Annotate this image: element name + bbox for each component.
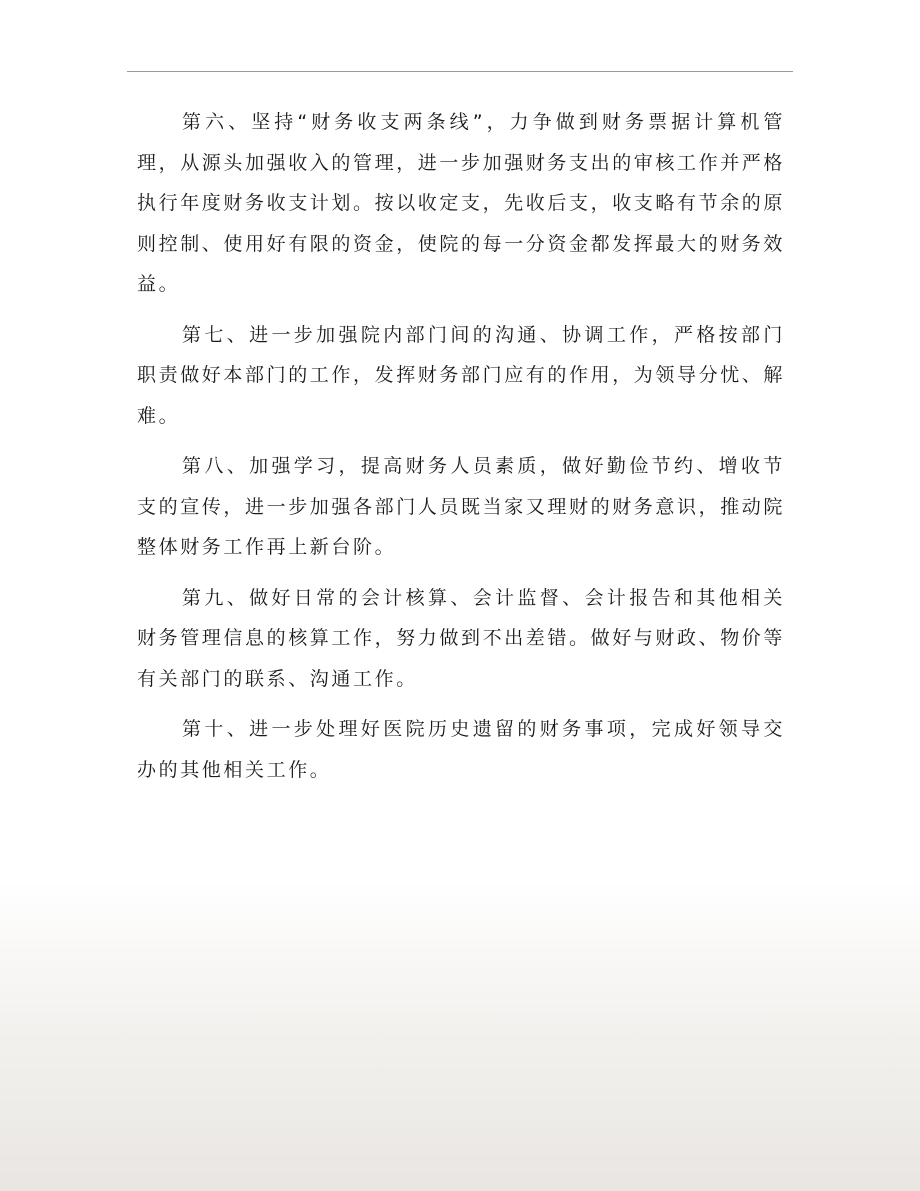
header-rule	[127, 71, 793, 72]
paragraph-7: 第七、进一步加强院内部门间的沟通、协调工作，严格按部门职责做好本部门的工作，发挥财务部门应有的作用，为领导分忧、解难。	[137, 323, 786, 427]
document-body	[137, 102, 785, 800]
paragraph-9: 第九、做好日常的会计核算、会计监督、会计报告和其他相关财务管理信息的核算工作，努力做到不出差错。做好与财政、物价等有关部门的联系、沟通工作。	[137, 586, 786, 690]
paragraph-6: 第六、坚持“财务收支两条线”，力争做到财务票据计算机管理，从源头加强收入的管理，进一步加强财务支出的审核工作并严格执行年度财务收支计划。按以收定支，先收后支，收支略有节余的原则控制、使用好有限的资金，使院的每一分资金都发挥最大的财务效益。	[137, 111, 786, 295]
paragraph-8: 第八、加强学习，提高财务人员素质，做好勤俭节约、增收节支的宣传，进一步加强各部门人员既当家又理财的财务意识，推动院整体财务工作再上新台阶。	[137, 455, 786, 558]
paragraph-10: 第十、进一步处理好医院历史遗留的财务事项，完成好领导交办的其他相关工作。	[137, 718, 785, 781]
